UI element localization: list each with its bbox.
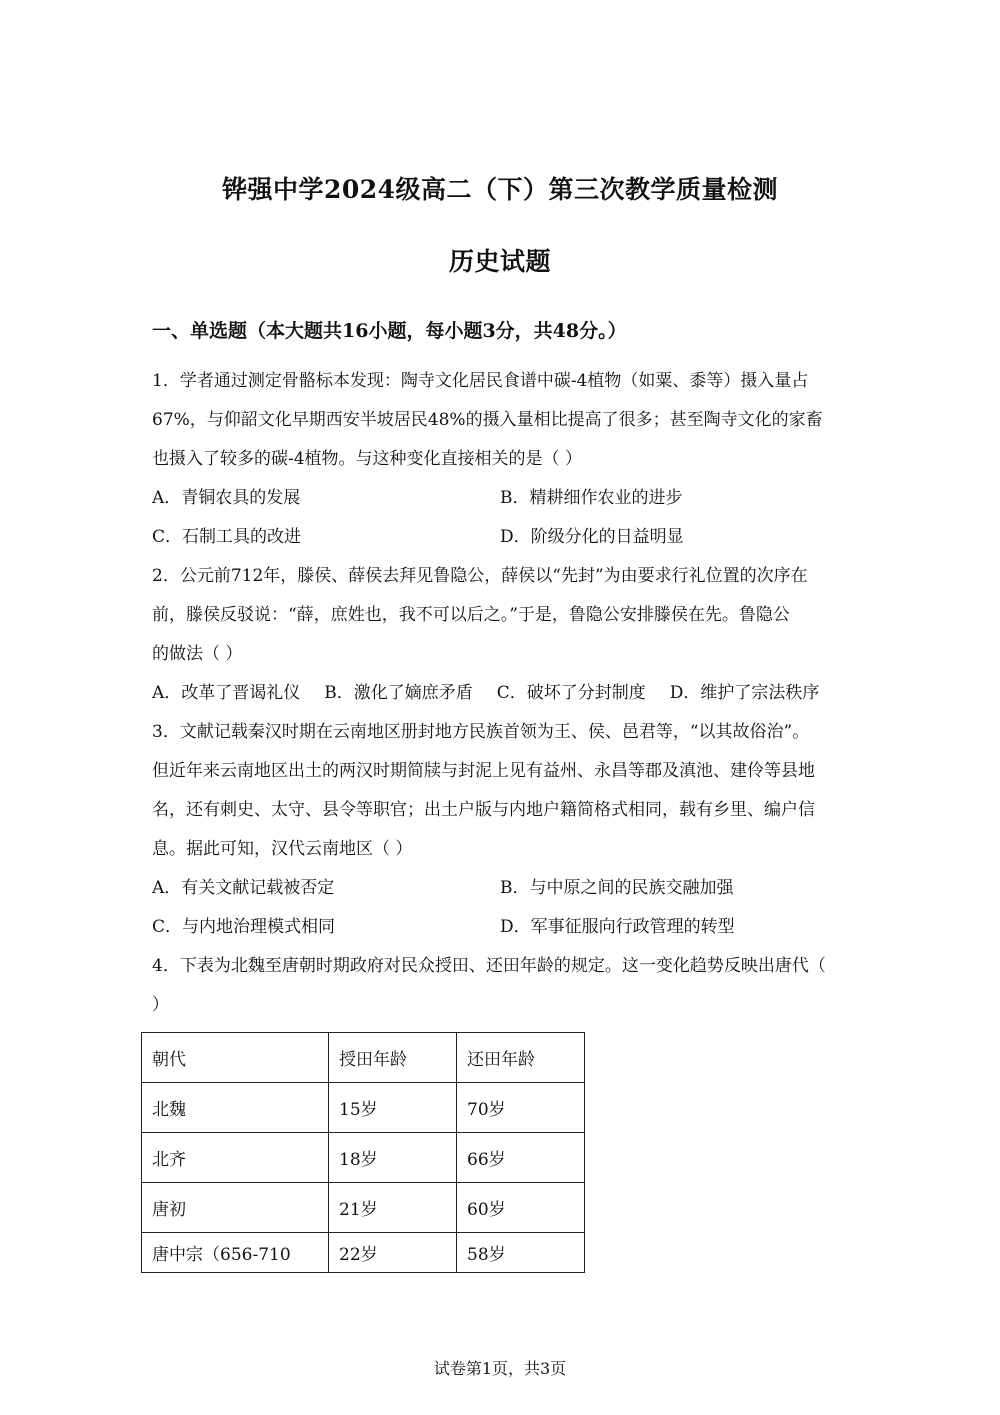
question-line: 67%，与仰韶文化早期西安半坡居民48%的摄入量相比提高了很多；甚至陶寺文化的家畜 [152, 410, 823, 430]
table-cell: 21岁 [329, 1183, 457, 1233]
table-cell: 70岁 [457, 1083, 585, 1133]
option-b: B．精耕细作农业的进步 [500, 488, 683, 508]
question-4-stem [152, 947, 852, 1025]
table-header-cell: 授田年龄 [329, 1033, 457, 1083]
option-d: D．阶级分化的日益明显 [500, 527, 684, 547]
table-cell: 60岁 [457, 1183, 585, 1233]
question-line: 2．公元前712年，滕侯、薛侯去拜见鲁隐公，薛侯以“先封”为由要求行礼位置的次序在 [152, 566, 808, 586]
page-footer: 试卷第1页，共3页 [433, 1359, 567, 1378]
table-cell: 22岁 [329, 1233, 457, 1273]
question-line: 名，还有刺史、太守、县令等职官；出土户版与内地户籍简格式相同，载有乡里、编户信 [152, 800, 815, 820]
option-d: D．维护了宗法秩序 [669, 683, 820, 703]
question-3-options [152, 869, 872, 947]
table-cell: 15岁 [329, 1083, 457, 1133]
option-c: C．与内地治理模式相同 [152, 917, 336, 937]
option-b: B．与中原之间的民族交融加强 [500, 878, 734, 898]
table-row [142, 1133, 585, 1183]
table-header-cell: 朝代 [142, 1033, 329, 1083]
question-line: 1．学者通过测定骨骼标本发现：陶寺文化居民食谱中碳-4植物（如粟、黍等）摄入量占 [152, 371, 809, 391]
question-line: ） [152, 995, 169, 1015]
option-a: A．改革了晋谒礼仪 [152, 683, 301, 703]
question-3-stem [152, 713, 852, 869]
table-cell: 北齐 [142, 1133, 329, 1183]
option-c: C．破坏了分封制度 [496, 683, 646, 703]
option-b: B．激化了嫡庶矛盾 [324, 683, 473, 703]
table-cell: 58岁 [457, 1233, 585, 1273]
option-a: A．青铜农具的发展 [152, 488, 301, 508]
question-line: 前，滕侯反驳说：“薛，庶姓也，我不可以后之。”于是，鲁隐公安排滕侯在先。鲁隐公 [152, 605, 790, 625]
table-row [142, 1183, 585, 1233]
table-cell: 66岁 [457, 1133, 585, 1183]
question-2-options [152, 674, 872, 713]
question-line: 息。据此可知，汉代云南地区（ ） [152, 839, 413, 859]
table-header-row [142, 1033, 585, 1083]
question-2-stem [152, 557, 852, 674]
table-cell: 唐初 [142, 1183, 329, 1233]
option-a: A．有关文献记载被否定 [152, 878, 335, 898]
question-line: 也摄入了较多的碳-4植物。与这种变化直接相关的是（ ） [152, 449, 582, 469]
question-1-options [152, 479, 872, 557]
page-subtitle: 历史试题 [448, 247, 551, 276]
table-row [142, 1083, 585, 1133]
land-age-table [141, 1032, 585, 1273]
question-line: 3．文献记载秦汉时期在云南地区册封地方民族首领为王、侯、邑君等，“以其故俗治”。 [152, 722, 810, 742]
table-row [142, 1233, 585, 1273]
table-header-cell: 还田年龄 [457, 1033, 585, 1083]
question-line: 4．下表为北魏至唐朝时期政府对民众授田、还田年龄的规定。这一变化趋势反映出唐代（ [152, 956, 826, 976]
question-line: 但近年来云南地区出土的两汉时期简牍与封泥上见有益州、永昌等郡及滇池、建伶等县地 [152, 761, 815, 781]
table-cell: 唐中宗（656-710 [142, 1233, 329, 1273]
question-line: 的做法（ ） [152, 644, 243, 664]
section-heading: 一、单选题（本大题共16小题，每小题3分，共48分。） [152, 320, 627, 342]
option-c: C．石制工具的改进 [152, 527, 302, 547]
table-cell: 北魏 [142, 1083, 329, 1133]
option-d: D．军事征服向行政管理的转型 [500, 917, 735, 937]
table-cell: 18岁 [329, 1133, 457, 1183]
page-title: 铧强中学2024级高二（下）第三次教学质量检测 [221, 175, 779, 204]
question-1-stem [152, 362, 852, 479]
